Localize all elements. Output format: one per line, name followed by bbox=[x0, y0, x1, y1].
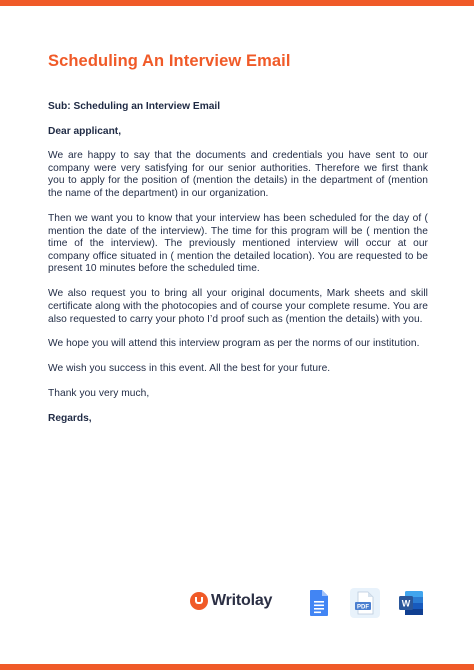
paragraph-3: We also request you to bring all your original documents, Mark sheets and skill certificate along with the photocopies and of course your complete resume. You are also requested to carry your photo I’d proof such as (mention the details) with you. bbox=[48, 288, 428, 325]
closing: Regards, bbox=[48, 413, 92, 425]
bottom-accent-bar bbox=[0, 664, 474, 670]
paragraph-1: We are happy to say that the documents and credentials you have sent to our company were very satisfying for our senior authorities. Therefore we first thank you to apply for the position of (mention the details) in the department of (mention the name of the department) in our organization. bbox=[48, 150, 428, 199]
subject-line: Sub: Scheduling an Interview Email bbox=[48, 101, 221, 112]
word-icon[interactable] bbox=[396, 588, 426, 618]
top-accent-bar bbox=[0, 0, 474, 6]
pdf-icon-label: PDF bbox=[357, 604, 369, 611]
paragraph-2: Then we want you to know that your interview has been scheduled for the day of ( mention the date of the interview). The time for this program will be ( mention the time of the interview). The previously mentioned interview will occur at our company office situated in ( mention the detailed location). You are requested to be present 10 minutes before the scheduled time. bbox=[48, 212, 428, 275]
brand-logo[interactable] bbox=[190, 592, 272, 610]
paragraph-5: We wish you success in this event. All the best for your future. bbox=[48, 363, 331, 375]
footer bbox=[0, 588, 474, 620]
letter-document bbox=[48, 52, 428, 438]
brand-name: Writolay bbox=[211, 592, 273, 609]
paragraph-4: We hope you will attend this interview program as per the norms of our institution. bbox=[48, 338, 420, 350]
greeting: Dear applicant, bbox=[48, 125, 122, 137]
paragraph-6: Thank you very much, bbox=[48, 388, 150, 400]
writolay-logo-icon bbox=[190, 592, 208, 610]
pdf-icon[interactable] bbox=[350, 588, 380, 618]
word-icon-label: W bbox=[401, 598, 411, 609]
page-title: Scheduling An Interview Email bbox=[48, 52, 291, 70]
google-docs-icon[interactable] bbox=[304, 588, 334, 618]
